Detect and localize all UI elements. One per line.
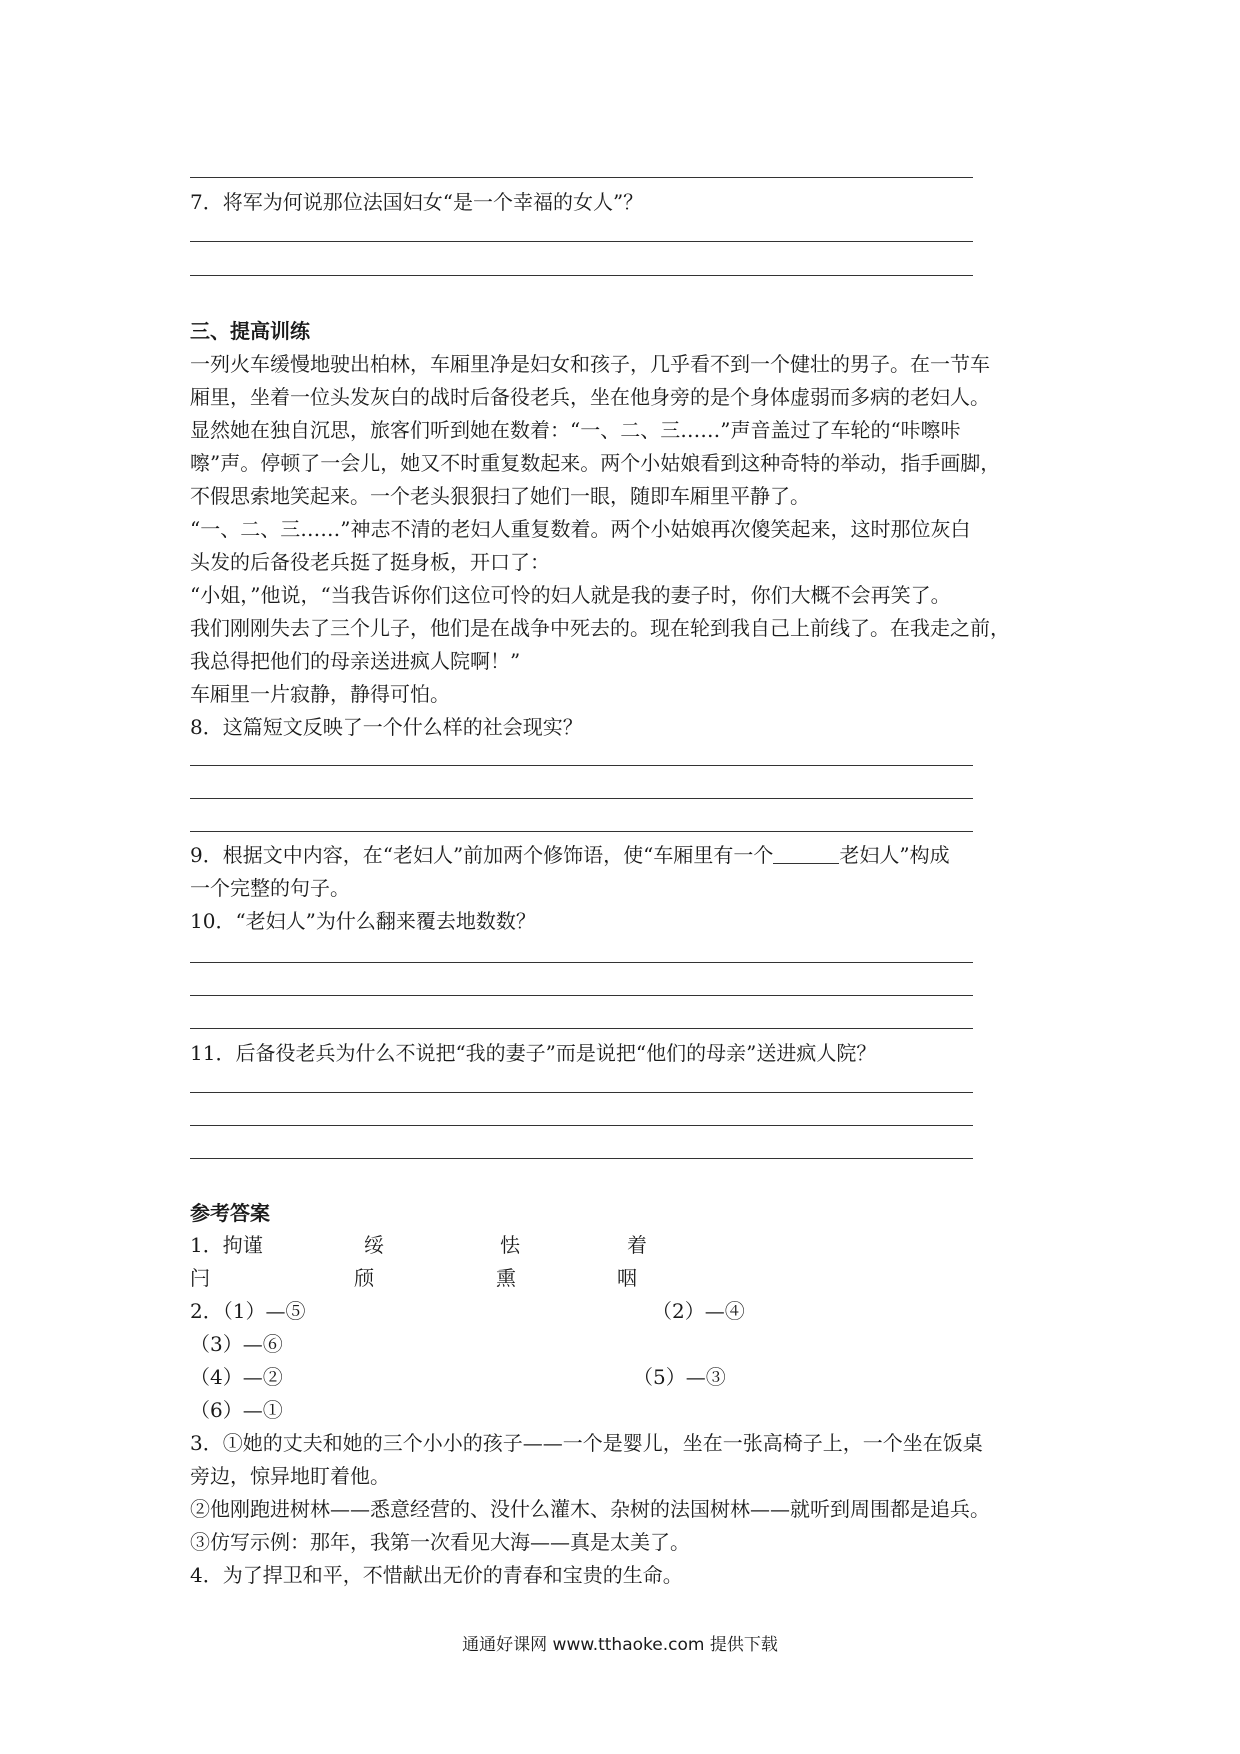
passage-line: 我们刚刚失去了三个儿子，他们是在战争中死去的。现在轮到我自己上前线了。在我走之前， bbox=[190, 616, 1010, 640]
answer-item: （6）—① bbox=[190, 1398, 283, 1422]
answer-item: （2）—④ bbox=[652, 1299, 745, 1323]
passage-line: 厢里，坐着一位头发灰白的战时后备役老兵，坐在他身旁的是个身体虚弱而多病的老妇人。 bbox=[190, 385, 990, 409]
answer-line[interactable] bbox=[190, 1092, 973, 1093]
passage-line: “小姐，”他说，“当我告诉你们这位可怜的妇人就是我的妻子时，你们大概不会再笑了。 bbox=[190, 583, 951, 607]
answer-item: 闩 bbox=[190, 1266, 210, 1290]
answer-line[interactable] bbox=[190, 177, 973, 178]
question-8: 8．这篇短文反映了一个什么样的社会现实？ bbox=[190, 715, 583, 739]
answer-item: 颀 bbox=[354, 1266, 374, 1290]
question-9 bbox=[190, 839, 950, 872]
answer-item: 绥 bbox=[364, 1233, 384, 1257]
answers-heading: 参考答案 bbox=[190, 1201, 270, 1225]
passage-line: 我总得把他们的母亲送进疯人院啊！” bbox=[190, 649, 521, 673]
passage-line: “一、二、三……”神志不清的老妇人重复数着。两个小姑娘再次傻笑起来，这时那位灰白 bbox=[190, 517, 971, 541]
answer-item: ③仿写示例：那年，我第一次看见大海——真是太美了。 bbox=[190, 1530, 690, 1554]
answer-line[interactable] bbox=[190, 241, 973, 242]
answer-line[interactable] bbox=[190, 1028, 973, 1029]
question-9-text: 老妇人”构成 bbox=[839, 843, 950, 867]
passage-line: 嚓”声。停顿了一会儿，她又不时重复数起来。两个小姑娘看到这种奇特的举动，指手画脚， bbox=[190, 451, 1001, 475]
passage-line: 车厢里一片寂静，静得可怕。 bbox=[190, 682, 450, 706]
answer-item: 2．（1）—⑤ bbox=[190, 1299, 306, 1323]
answer-item: （5）—③ bbox=[633, 1365, 726, 1389]
passage-line: 不假思索地笑起来。一个老头狠狠扫了她们一眼，随即车厢里平静了。 bbox=[190, 484, 810, 508]
page-footer: 通通好课网 www.tthaoke.com 提供下载 bbox=[462, 1635, 778, 1655]
passage-line: 头发的后备役老兵挺了挺身板，开口了： bbox=[190, 550, 550, 574]
answer-item: 熏 bbox=[496, 1266, 516, 1290]
answer-item: （3）—⑥ bbox=[190, 1332, 283, 1356]
answer-line[interactable] bbox=[190, 831, 973, 832]
section-heading: 三、提高训练 bbox=[190, 319, 310, 343]
passage-line: 显然她在独自沉思，旅客们听到她在数着：“一、二、三……”声音盖过了车轮的“咔嚓咔 bbox=[190, 418, 961, 442]
answer-item: 着 bbox=[627, 1233, 647, 1257]
passage-line: 一列火车缓慢地驶出柏林，车厢里净是妇女和孩子，几乎看不到一个健壮的男子。在一节车 bbox=[190, 352, 990, 376]
answer-line[interactable] bbox=[190, 995, 973, 996]
answer-item: ②他刚跑进树林——悉意经营的、没什么灌木、杂树的法国树林——就听到周围都是追兵。 bbox=[190, 1497, 990, 1521]
answer-line[interactable] bbox=[190, 1158, 973, 1159]
answer-item: 1．拘谨 bbox=[190, 1233, 263, 1257]
answer-item: 旁边，惊异地盯着他。 bbox=[190, 1464, 390, 1488]
answer-item: 4．为了捍卫和平，不惜献出无价的青春和宝贵的生命。 bbox=[190, 1563, 683, 1587]
question-10: 10．“老妇人”为什么翻来覆去地数数？ bbox=[190, 909, 536, 933]
answer-item: 咽 bbox=[617, 1266, 637, 1290]
answer-item: （4）—② bbox=[190, 1365, 283, 1389]
answer-line[interactable] bbox=[190, 1125, 973, 1126]
answer-item: 3．①她的丈夫和她的三个小小的孩子——一个是婴儿，坐在一张高椅子上，一个坐在饭桌 bbox=[190, 1431, 983, 1455]
question-9-text: 9．根据文中内容，在“老妇人”前加两个修饰语，使“车厢里有一个 bbox=[190, 843, 774, 867]
answer-item: 怯 bbox=[500, 1233, 520, 1257]
answer-line[interactable] bbox=[190, 798, 973, 799]
question-11: 11．后备役老兵为什么不说把“我的妻子”而是说把“他们的母亲”送进疯人院？ bbox=[190, 1041, 877, 1065]
question-9-continued: 一个完整的句子。 bbox=[190, 876, 350, 900]
answer-line[interactable] bbox=[190, 765, 973, 766]
answer-line[interactable] bbox=[190, 962, 973, 963]
question-7: 7．将军为何说那位法国妇女“是一个幸福的女人”？ bbox=[190, 190, 644, 214]
answer-line[interactable] bbox=[190, 275, 973, 276]
fill-blank[interactable] bbox=[773, 845, 839, 864]
